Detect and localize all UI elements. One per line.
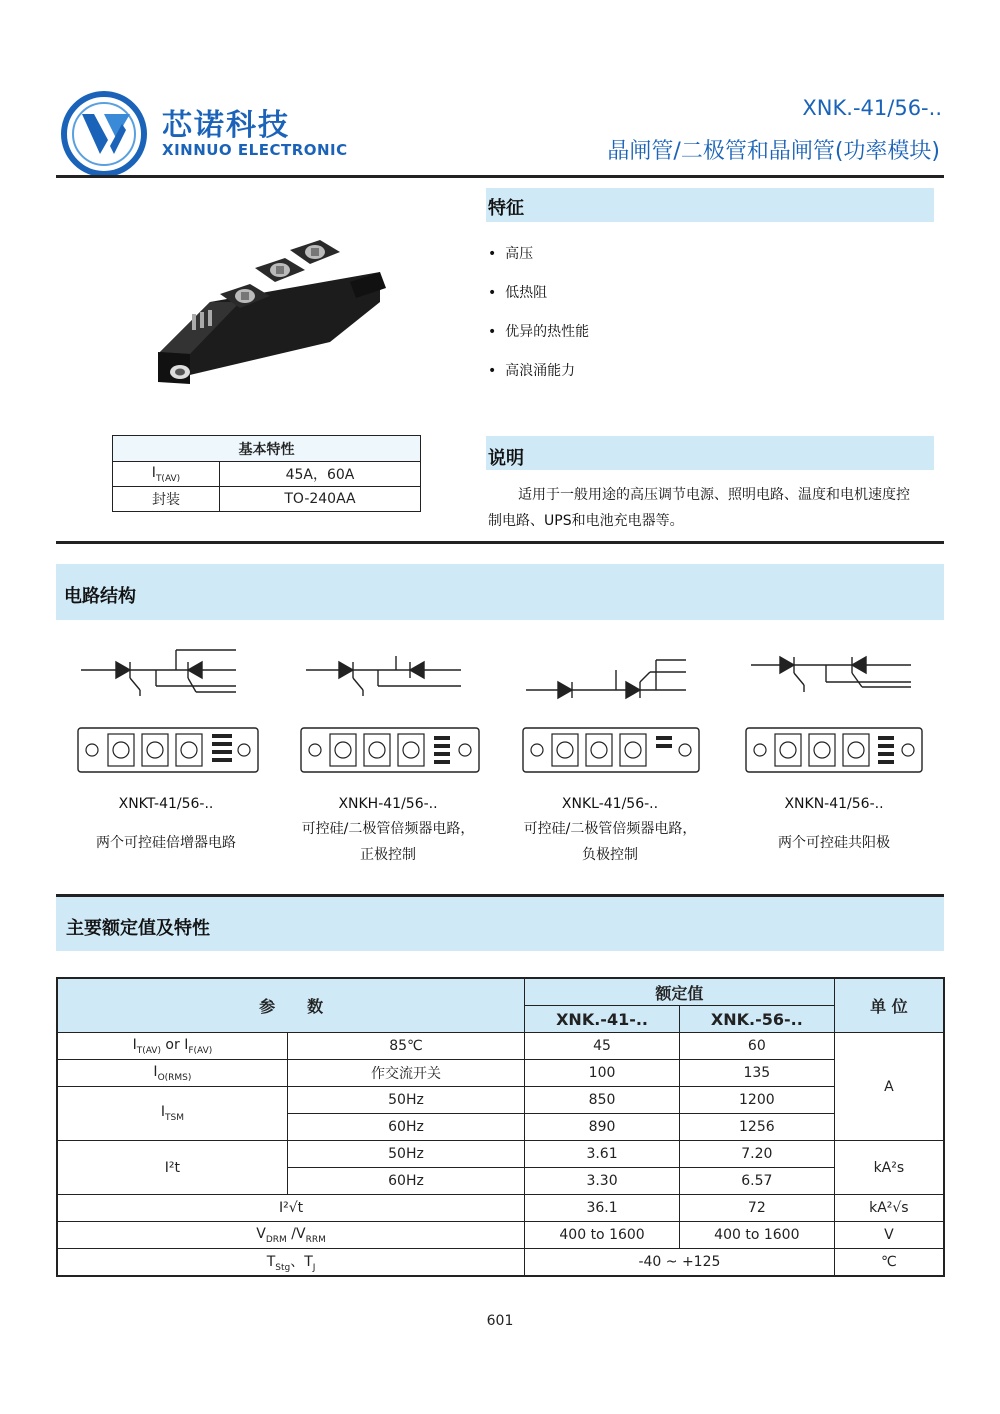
features-header [486, 188, 934, 222]
value-cell: 7.20 [679, 1141, 834, 1168]
condition-cell: 85℃ [287, 1033, 524, 1060]
model-number: XNK.-41/56-.. [802, 96, 942, 120]
value-cell: -40 ~ +125 [525, 1249, 835, 1277]
feature-text: 高浪涌能力 [505, 363, 576, 379]
unit-cell: kA²√s [834, 1195, 944, 1222]
header-col-56: XNK.-56-.. [679, 1006, 834, 1033]
value-cell: 3.30 [525, 1168, 680, 1195]
features-title: 特征 [488, 198, 524, 219]
basic-row-label: $I_{T(AV)}$ [113, 462, 220, 487]
circuit-description: 可控硅/二极管倍频器电路， 负极控制 [523, 821, 697, 863]
unit-cell: V [834, 1222, 944, 1249]
condition-cell: 60Hz [287, 1114, 524, 1141]
circuit-section-title: 电路结构 [64, 586, 136, 607]
value-cell: 890 [525, 1114, 680, 1141]
description-title: 说明 [488, 448, 524, 469]
value-cell: 1256 [679, 1114, 834, 1141]
description-header [486, 436, 934, 470]
description-line: 适用于一般用途的高压调节电源、照明电路、温度和电机速度控 [518, 487, 910, 503]
circuit-description: 可控硅/二极管倍频器电路， 正极控制 [301, 821, 475, 863]
feature-item: • 高压 [488, 246, 534, 262]
header-rule [56, 175, 944, 178]
value-cell: 400 to 1600 [525, 1222, 680, 1249]
param-cell: $T_{Stg}$、$T_J$ [57, 1249, 525, 1277]
param-cell: I²√t [57, 1195, 525, 1222]
value-cell: 135 [679, 1060, 834, 1087]
feature-text: 低热阻 [505, 285, 548, 301]
value-cell: 60 [679, 1033, 834, 1060]
value-cell: 6.57 [679, 1168, 834, 1195]
feature-item: • 优异的热性能 [488, 324, 590, 340]
unit-cell: ℃ [834, 1249, 944, 1277]
condition-cell: 50Hz [287, 1141, 524, 1168]
basic-row-value: TO-240AA [220, 487, 421, 512]
condition-cell: 60Hz [287, 1168, 524, 1195]
feature-item: • 低热阻 [488, 285, 548, 301]
feature-text: 优异的热性能 [505, 324, 590, 340]
header-col-41: XNK.-41-.. [525, 1006, 680, 1033]
section-rule [56, 541, 944, 544]
condition-cell: 50Hz [287, 1087, 524, 1114]
param-cell: I²t [57, 1141, 287, 1195]
circuit-name: XNKT-41/56-.. [118, 796, 214, 812]
header-unit: 单 位 [834, 978, 944, 1033]
unit-cell: kA²s [834, 1141, 944, 1195]
value-cell: 850 [525, 1087, 680, 1114]
brand-name-en: XINNUO ELECTRONIC [162, 141, 348, 159]
param-cell: $V_{DRM}$ $/V_{RRM}$ [57, 1222, 525, 1249]
value-cell: 72 [679, 1195, 834, 1222]
value-cell: 3.61 [525, 1141, 680, 1168]
basic-row-label: 封装 [113, 487, 220, 512]
unit-cell: A [834, 1033, 944, 1141]
param-cell: $I_{O(RMS)}$ [57, 1060, 287, 1087]
basic-table-title: 基本特性 [113, 436, 421, 462]
value-cell: 100 [525, 1060, 680, 1087]
description-line: 制电路、UPS和电池充电器等。 [488, 513, 684, 529]
basic-row-value: 45A，60A [220, 462, 421, 487]
product-image [150, 232, 390, 402]
param-cell: $I_{T(AV)}$ or $I_{F(AV)}$ [57, 1033, 287, 1060]
circuit-schematics [56, 630, 956, 790]
circuit-description: 两个可控硅倍增器电路 [96, 835, 236, 851]
product-subtitle: 晶闸管/二极管和晶闸管(功率模块) [607, 139, 940, 164]
company-logo [60, 90, 148, 178]
value-cell: 400 to 1600 [679, 1222, 834, 1249]
circuit-name: XNKH-41/56-.. [338, 796, 438, 812]
condition-cell: 作交流开关 [287, 1060, 524, 1087]
ratings-section-title: 主要额定值及特性 [66, 918, 210, 939]
header-parameter: 参 数 [57, 978, 525, 1033]
value-cell: 36.1 [525, 1195, 680, 1222]
header-rated-value: 额定值 [525, 978, 835, 1006]
param-cell: $I_{TSM}$ [57, 1087, 287, 1141]
circuit-name: XNKN-41/56-.. [784, 796, 884, 812]
ratings-section-header [56, 897, 944, 951]
value-cell: 1200 [679, 1087, 834, 1114]
value-cell: 45 [525, 1033, 680, 1060]
circuit-section-header [56, 564, 944, 620]
page-number: 601 [486, 1313, 514, 1329]
feature-item: • 高浪涌能力 [488, 363, 576, 379]
description-text [488, 482, 948, 534]
ratings-table [56, 977, 945, 1277]
circuit-name: XNKL-41/56-.. [561, 796, 659, 812]
feature-text: 高压 [505, 246, 534, 262]
circuit-description: 两个可控硅共阳极 [778, 835, 890, 851]
basic-characteristics-table [112, 435, 421, 512]
brand-name-cn: 芯诺科技 [162, 108, 290, 143]
